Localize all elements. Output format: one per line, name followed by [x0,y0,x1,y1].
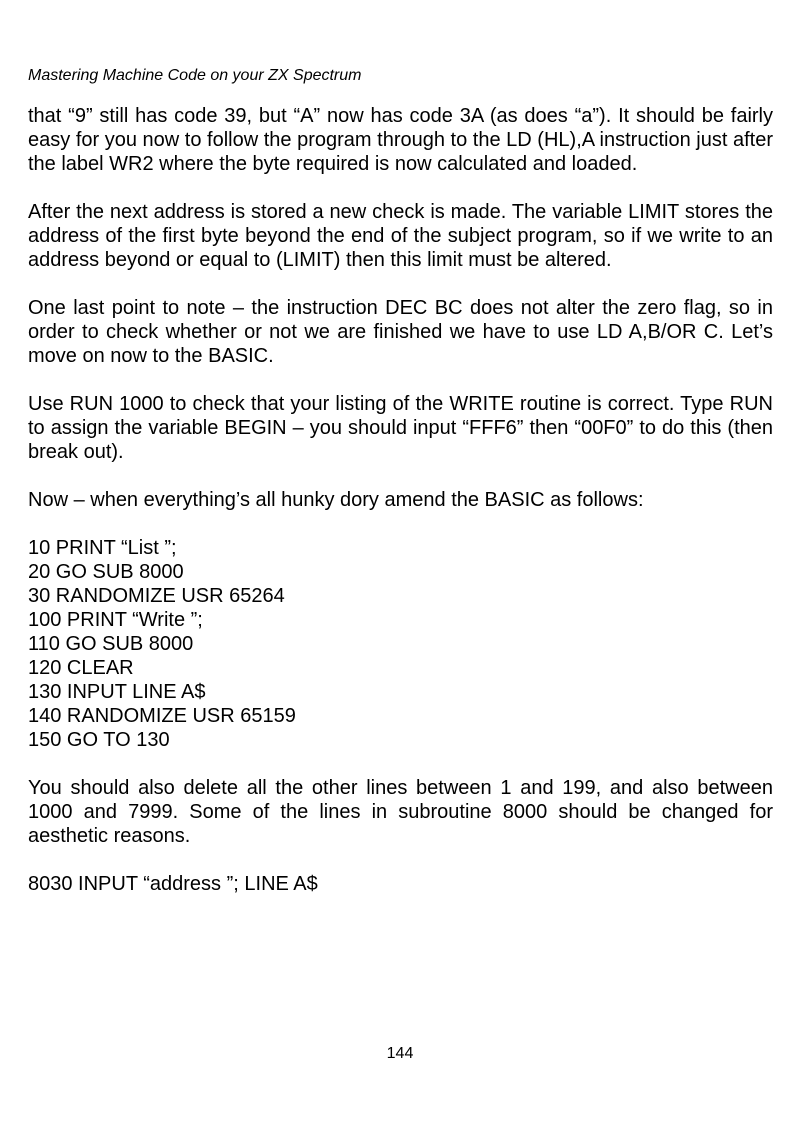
basic-line: 8030 INPUT “address ”; LINE A$ [28,873,318,895]
paragraph: Use RUN 1000 to check that your listing of the WRITE routine is correct. Type RUN to assign the variable BEGIN – you should input “FFF6” then “00F0” to do this (then break out). [28,393,773,463]
basic-line: 140 RANDOMIZE USR 65159 [28,705,296,727]
paragraph: that “9” still has code 39, but “A” now has code 3A (as does “a”). It should be fairly easy for you now to follow the program through to the LD (HL),A instruction just after the label WR2 where the byte required is now calculated and loaded. [28,105,773,175]
paragraph: After the next address is stored a new check is made. The variable LIMIT stores the address of the first byte beyond the end of the subject program, so if we write to an address beyond or equal to (LIMIT) then this limit must be altered. [28,201,773,271]
paragraph: You should also delete all the other lines between 1 and 199, and also between 1000 and 7999. Some of the lines in subroutine 8000 should be changed for aesthetic reasons. [28,777,773,847]
basic-line: 100 PRINT “Write ”; [28,609,203,631]
paragraph: Now – when everything’s all hunky dory amend the BASIC as follows: [28,489,644,511]
page-body [28,104,773,896]
running-header: Mastering Machine Code on your ZX Spectrum [28,67,362,84]
paragraph: One last point to note – the instruction DEC BC does not alter the zero flag, so in order to check whether or not we are finished we have to use LD A,B/OR C. Let’s move on now to the BASIC. [28,297,773,367]
basic-line: 120 CLEAR [28,657,134,679]
basic-listing [28,536,773,752]
basic-line: 10 PRINT “List ”; [28,537,177,559]
basic-line: 150 GO TO 130 [28,729,170,751]
basic-line: 20 GO SUB 8000 [28,561,184,583]
page-number: 144 [386,1045,414,1062]
basic-line: 130 INPUT LINE A$ [28,681,206,703]
basic-line: 30 RANDOMIZE USR 65264 [28,585,285,607]
basic-line: 110 GO SUB 8000 [28,633,194,655]
